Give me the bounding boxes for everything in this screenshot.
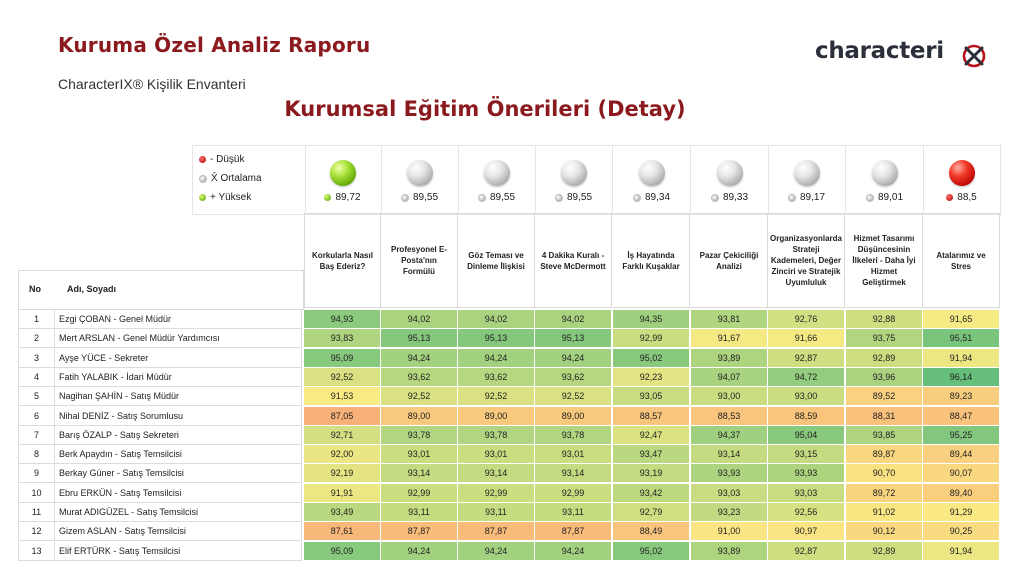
person-name: Ebru ERKÜN - Satış Temsilcisi <box>54 484 302 503</box>
score-cell: 92,89 <box>846 542 923 561</box>
gray-dot-icon <box>478 194 486 202</box>
gray-dot-icon <box>866 194 874 202</box>
red-ball-icon <box>949 160 975 186</box>
score-cell: 92,99 <box>458 484 535 503</box>
score-cell: 93,85 <box>846 426 923 445</box>
score-cell: 93,11 <box>458 503 535 522</box>
person-name: Nagihan ŞAHİN - Satış Müdür <box>54 387 302 406</box>
score-cell: 93,78 <box>535 426 612 445</box>
row-number: 12 <box>18 522 54 541</box>
row-number: 3 <box>18 349 54 368</box>
average-text: 88,5 <box>957 192 977 203</box>
score-cell: 95,13 <box>535 329 612 348</box>
person-name: Elif ERTÜRK - Satış Temsilcisi <box>54 542 302 561</box>
table-row <box>18 542 1000 561</box>
red-dot-icon <box>946 194 953 201</box>
score-cell: 95,09 <box>304 349 381 368</box>
score-cell: 92,99 <box>381 484 458 503</box>
score-cell: 88,31 <box>846 407 923 426</box>
column-header-training: Pazar Çekiciliği Analizi <box>691 213 768 308</box>
gray-ball-icon <box>407 160 433 186</box>
score-cell: 88,53 <box>691 407 768 426</box>
row-number: 2 <box>18 329 54 348</box>
score-cell: 92,99 <box>613 329 690 348</box>
score-cell: 92,87 <box>768 542 845 561</box>
score-cell: 94,37 <box>691 426 768 445</box>
column-header-no: No <box>29 284 41 294</box>
score-cell: 93,01 <box>535 445 612 464</box>
table-row <box>18 407 1000 426</box>
row-number: 9 <box>18 464 54 483</box>
report-title: Kuruma Özel Analiz Raporu <box>58 33 371 57</box>
score-cell: 89,40 <box>923 484 1000 503</box>
score-cell: 94,02 <box>535 310 612 329</box>
green-dot-icon <box>324 194 331 201</box>
score-cell: 93,93 <box>691 464 768 483</box>
legend-label: - Düşük <box>210 154 245 165</box>
average-text: 89,01 <box>877 192 904 203</box>
average-indicator <box>381 145 459 215</box>
score-cell: 92,00 <box>304 445 381 464</box>
green-ball-icon <box>330 160 356 186</box>
score-cell: 93,00 <box>768 387 845 406</box>
person-name: Murat ADIGÜZEL - Satış Temsilcisi <box>54 503 302 522</box>
average-indicator <box>846 145 924 215</box>
gray-ball-icon <box>639 160 665 186</box>
logo-x-icon <box>959 40 989 70</box>
score-cell: 93,62 <box>381 368 458 387</box>
score-cell: 92,79 <box>613 503 690 522</box>
score-cell: 93,47 <box>613 445 690 464</box>
average-text: 89,55 <box>412 192 439 203</box>
score-cell: 90,12 <box>846 522 923 541</box>
table-row <box>18 445 1000 464</box>
average-text: 89,55 <box>566 192 593 203</box>
score-cell: 94,24 <box>381 349 458 368</box>
score-cell: 94,93 <box>304 310 381 329</box>
score-cell: 89,72 <box>846 484 923 503</box>
row-number: 1 <box>18 310 54 329</box>
score-cell: 88,49 <box>613 522 690 541</box>
score-cell: 92,99 <box>535 484 612 503</box>
score-cell: 92,88 <box>846 310 923 329</box>
legend-label: X̄ Ortalama <box>211 173 262 184</box>
average-text: 89,33 <box>722 192 749 203</box>
score-cell: 95,13 <box>458 329 535 348</box>
table-row <box>18 426 1000 445</box>
score-cell: 87,87 <box>381 522 458 541</box>
score-cell: 93,19 <box>613 464 690 483</box>
column-header-training: Organizasyonlarda Strateji Kademeleri, Değer Zinciri ve Stratejik Uyumluluk <box>768 213 845 308</box>
average-text: 89,34 <box>644 192 671 203</box>
score-cell: 91,94 <box>923 542 1000 561</box>
average-indicator <box>923 145 1001 215</box>
gray-dot-icon <box>633 194 641 202</box>
score-cell: 95,13 <box>381 329 458 348</box>
score-cell: 94,35 <box>613 310 690 329</box>
score-cell: 94,24 <box>381 542 458 561</box>
score-cell: 91,94 <box>923 349 1000 368</box>
average-value <box>923 192 1000 203</box>
score-cell: 91,00 <box>691 522 768 541</box>
score-cell: 94,02 <box>458 310 535 329</box>
score-cell: 93,49 <box>304 503 381 522</box>
score-cell: 88,57 <box>613 407 690 426</box>
score-cell: 93,78 <box>458 426 535 445</box>
legend <box>192 145 306 215</box>
score-cell: 93,89 <box>691 349 768 368</box>
gray-ball-icon <box>872 160 898 186</box>
report-subtitle: CharacterIX® Kişilik Envanteri <box>58 76 246 92</box>
score-cell: 89,44 <box>923 445 1000 464</box>
score-cell: 91,66 <box>768 329 845 348</box>
person-name: Ezgi ÇOBAN - Genel Müdür <box>54 310 302 329</box>
score-cell: 87,87 <box>458 522 535 541</box>
average-value <box>458 192 535 203</box>
score-cell: 94,24 <box>535 542 612 561</box>
person-name: Berkay Güner - Satış Temsilcisi <box>54 464 302 483</box>
score-cell: 94,02 <box>381 310 458 329</box>
score-cell: 91,29 <box>923 503 1000 522</box>
score-cell: 90,97 <box>768 522 845 541</box>
score-cell: 95,09 <box>304 542 381 561</box>
score-cell: 92,52 <box>381 387 458 406</box>
score-cell: 92,89 <box>846 349 923 368</box>
average-value <box>535 192 612 203</box>
score-cell: 93,62 <box>458 368 535 387</box>
column-header-training: 4 Dakika Kuralı - Steve McDermott <box>535 213 612 308</box>
column-header-training: İş Hayatında Farklı Kuşaklar <box>613 213 690 308</box>
person-name: Mert ARSLAN - Genel Müdür Yardımcısı <box>54 329 302 348</box>
average-value <box>846 192 923 203</box>
person-name: Barış ÖZALP - Satış Sekreteri <box>54 426 302 445</box>
average-indicator <box>535 145 613 215</box>
score-cell: 93,89 <box>691 542 768 561</box>
score-cell: 89,00 <box>381 407 458 426</box>
score-cell: 93,14 <box>458 464 535 483</box>
score-cell: 95,02 <box>613 542 690 561</box>
score-cell: 87,87 <box>535 522 612 541</box>
table-row <box>18 349 1000 368</box>
score-cell: 91,02 <box>846 503 923 522</box>
person-name: Berk Apaydın - Satış Temsilcisi <box>54 445 302 464</box>
score-cell: 95,25 <box>923 426 1000 445</box>
score-cell: 92,23 <box>613 368 690 387</box>
score-cell: 94,72 <box>768 368 845 387</box>
row-number: 8 <box>18 445 54 464</box>
legend-item-low <box>199 154 244 165</box>
score-cell: 95,02 <box>613 349 690 368</box>
score-cell: 93,03 <box>691 484 768 503</box>
score-cell: 93,03 <box>768 484 845 503</box>
score-cell: 93,14 <box>535 464 612 483</box>
average-indicator <box>458 145 536 215</box>
gray-dot-icon <box>555 194 563 202</box>
column-header-training: Profesyonel E-Posta'nın Formülü <box>381 213 458 308</box>
row-number: 10 <box>18 484 54 503</box>
score-cell: 91,65 <box>923 310 1000 329</box>
person-name: Nihal DENİZ - Satış Sorumlusu <box>54 407 302 426</box>
average-indicator <box>691 145 769 215</box>
table-row <box>18 387 1000 406</box>
row-number: 11 <box>18 503 54 522</box>
table-row <box>18 522 1000 541</box>
average-text: 89,72 <box>335 192 361 203</box>
score-cell: 92,52 <box>304 368 381 387</box>
gray-ball-icon <box>484 160 510 186</box>
green-dot-icon <box>199 194 206 201</box>
logo-text: characteri <box>815 38 944 64</box>
average-indicator <box>304 145 382 215</box>
person-name: Gizem ASLAN - Satış Temsilcisi <box>54 522 302 541</box>
row-number: 5 <box>18 387 54 406</box>
gray-ball-icon <box>794 160 820 186</box>
section-title: Kurumsal Eğitim Önerileri (Detay) <box>284 97 686 121</box>
person-name: Fatih YALABIK - İdari Müdür <box>54 368 302 387</box>
gray-dot-icon <box>788 194 796 202</box>
score-cell: 92,76 <box>768 310 845 329</box>
legend-item-average <box>199 173 262 184</box>
average-value <box>691 192 768 203</box>
score-cell: 88,59 <box>768 407 845 426</box>
score-cell: 93,14 <box>691 445 768 464</box>
score-cell: 89,87 <box>846 445 923 464</box>
score-cell: 93,96 <box>846 368 923 387</box>
row-number: 13 <box>18 542 54 561</box>
score-cell: 87,05 <box>304 407 381 426</box>
average-value <box>768 192 845 203</box>
table-row <box>18 310 1000 329</box>
person-name: Ayşe YÜCE - Sekreter <box>54 349 302 368</box>
gray-ball-icon <box>561 160 587 186</box>
score-cell: 93,05 <box>613 387 690 406</box>
table-header-left <box>18 270 304 310</box>
score-cell: 92,52 <box>535 387 612 406</box>
average-value <box>381 192 458 203</box>
score-cell: 96,14 <box>923 368 1000 387</box>
gray-dot-icon <box>401 194 409 202</box>
legend-item-high <box>199 192 251 203</box>
average-text: 89,55 <box>489 192 516 203</box>
score-cell: 92,19 <box>304 464 381 483</box>
score-cell: 89,52 <box>846 387 923 406</box>
score-cell: 89,23 <box>923 387 1000 406</box>
score-cell: 93,62 <box>535 368 612 387</box>
score-cell: 87,61 <box>304 522 381 541</box>
legend-label: + Yüksek <box>210 192 252 203</box>
score-cell: 89,00 <box>535 407 612 426</box>
score-cell: 94,07 <box>691 368 768 387</box>
score-cell: 93,75 <box>846 329 923 348</box>
column-header-training: Korkularla Nasıl Baş Ederiz? <box>304 213 381 308</box>
gray-dot-icon <box>199 175 207 183</box>
average-indicator <box>613 145 691 215</box>
characterix-logo <box>815 38 995 74</box>
row-number: 7 <box>18 426 54 445</box>
score-cell: 95,04 <box>768 426 845 445</box>
score-cell: 93,81 <box>691 310 768 329</box>
score-cell: 93,23 <box>691 503 768 522</box>
column-header-name: Adı, Soyadı <box>67 284 117 294</box>
score-cell: 94,24 <box>535 349 612 368</box>
gray-ball-icon <box>717 160 743 186</box>
score-cell: 93,78 <box>381 426 458 445</box>
score-cell: 94,24 <box>458 542 535 561</box>
average-indicator <box>768 145 846 215</box>
score-cell: 92,56 <box>768 503 845 522</box>
score-cell: 94,24 <box>458 349 535 368</box>
gray-dot-icon <box>711 194 719 202</box>
score-cell: 93,14 <box>381 464 458 483</box>
table-row <box>18 329 1000 348</box>
score-cell: 91,53 <box>304 387 381 406</box>
score-cell: 92,87 <box>768 349 845 368</box>
score-cell: 90,70 <box>846 464 923 483</box>
score-cell: 93,01 <box>381 445 458 464</box>
score-cell: 91,67 <box>691 329 768 348</box>
red-dot-icon <box>199 156 206 163</box>
score-cell: 93,15 <box>768 445 845 464</box>
score-cell: 90,25 <box>923 522 1000 541</box>
score-cell: 93,01 <box>458 445 535 464</box>
score-cell: 93,11 <box>381 503 458 522</box>
score-cell: 95,51 <box>923 329 1000 348</box>
average-value <box>304 192 381 203</box>
table-row <box>18 484 1000 503</box>
table-row <box>18 464 1000 483</box>
row-number: 4 <box>18 368 54 387</box>
score-cell: 92,52 <box>458 387 535 406</box>
column-header-training: Hizmet Tasarımı Düşüncesinin İlkeleri - Daha İyi Hizmet Geliştirmek <box>846 213 923 308</box>
score-cell: 92,47 <box>613 426 690 445</box>
table-row <box>18 368 1000 387</box>
score-cell: 90,07 <box>923 464 1000 483</box>
column-header-training: Atalarımız ve Stres <box>923 213 1000 308</box>
score-cell: 91,91 <box>304 484 381 503</box>
average-text: 89,17 <box>799 192 826 203</box>
score-cell: 93,00 <box>691 387 768 406</box>
score-cell: 89,00 <box>458 407 535 426</box>
average-value <box>613 192 690 203</box>
score-cell: 88,47 <box>923 407 1000 426</box>
table-row <box>18 503 1000 522</box>
score-cell: 93,42 <box>613 484 690 503</box>
score-cell: 93,93 <box>768 464 845 483</box>
score-cell: 93,83 <box>304 329 381 348</box>
column-header-training: Göz Teması ve Dinleme İlişkisi <box>458 213 535 308</box>
row-number: 6 <box>18 407 54 426</box>
score-cell: 92,71 <box>304 426 381 445</box>
score-cell: 93,11 <box>535 503 612 522</box>
